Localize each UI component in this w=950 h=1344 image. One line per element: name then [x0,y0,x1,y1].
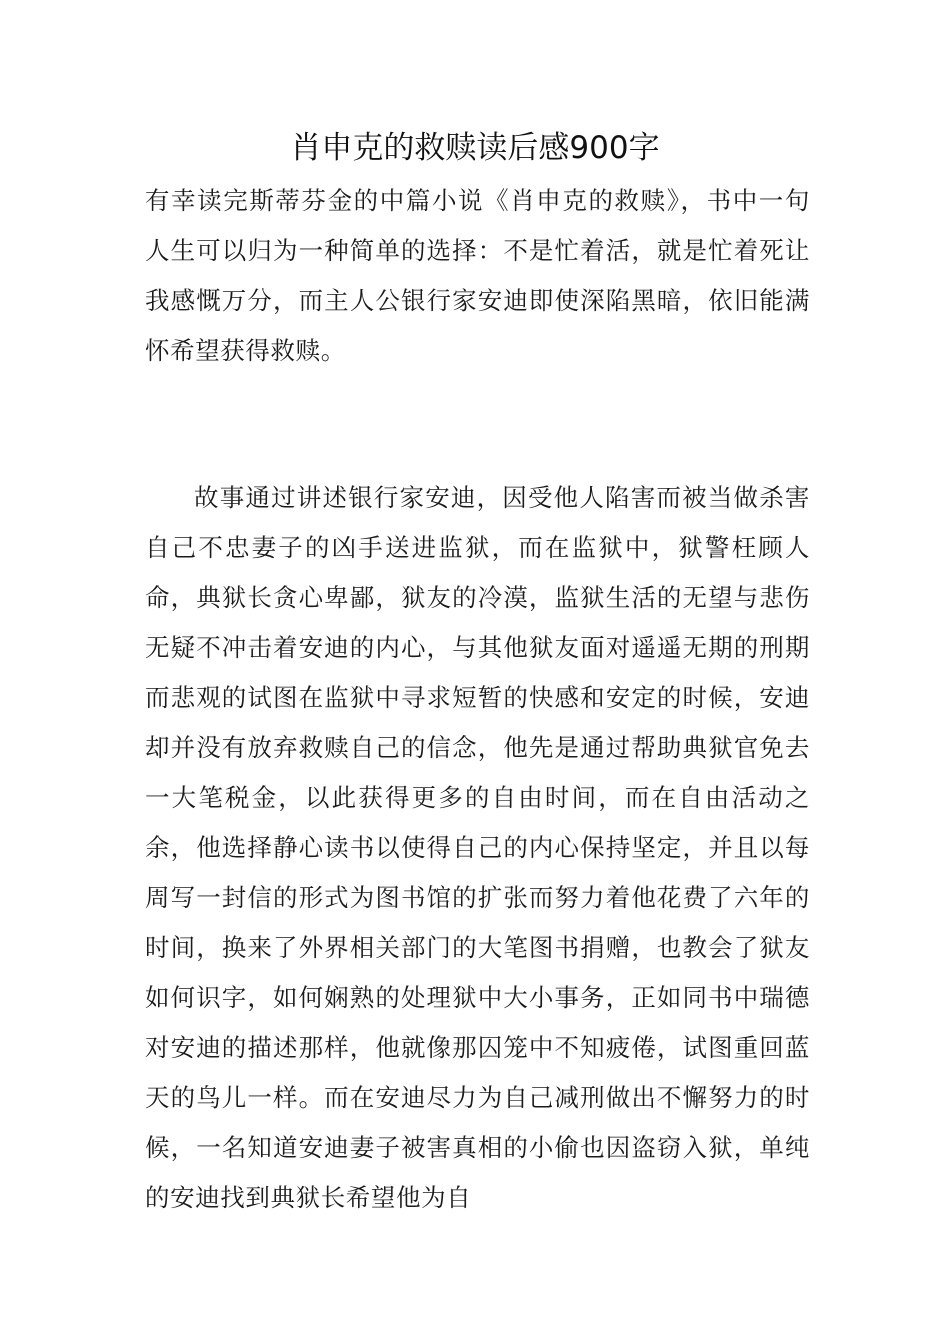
paragraph-intro: 有幸读完斯蒂芬金的中篇小说《肖申克的救赎》，书中一句人生可以归为一种简单的选择：不是忙着活，就是忙着死让我感慨万分，而主人公银行家安迪即使深陷黑暗，依旧能满怀希望获得救赎。 [145,186,810,365]
paragraph-story: 故事通过讲述银行家安迪，因受他人陷害而被当做杀害自己不忠妻子的凶手送进监狱，而在监狱中，狱警枉顾人命，典狱长贪心卑鄙，狱友的冷漠，监狱生活的无望与悲伤无疑不冲击着安迪的内心，与其他狱友面对遥遥无期的刑期而悲观的试图在监狱中寻求短暂的快感和安定的时候，安迪却并没有放弃救赎自己的信念，他先是通过帮助典狱官免去一大笔税金，以此获得更多的自由时间，而在自由活动之余，他选择静心读书以使得自己的内心保持坚定，并且以每周写一封信的形式为图书馆的扩张而努力着他花费了六年的时间，换来了外界相关部门的大笔图书捐赠，也教会了狱友如何识字，如何娴熟的处理狱中大小事务，正如同书中瑞德对安迪的描述那样，他就像那囚笼中不知疲倦，试图重回蓝天的鸟儿一样。而在安迪尽力为自己减刑做出不懈努力的时候，一名知道安迪妻子被害真相的小偷也因盗窃入狱，单纯的安迪找到典狱长希望他为自 [145,483,810,1212]
document-title: 肖申克的救赎读后感900字 [290,130,660,166]
